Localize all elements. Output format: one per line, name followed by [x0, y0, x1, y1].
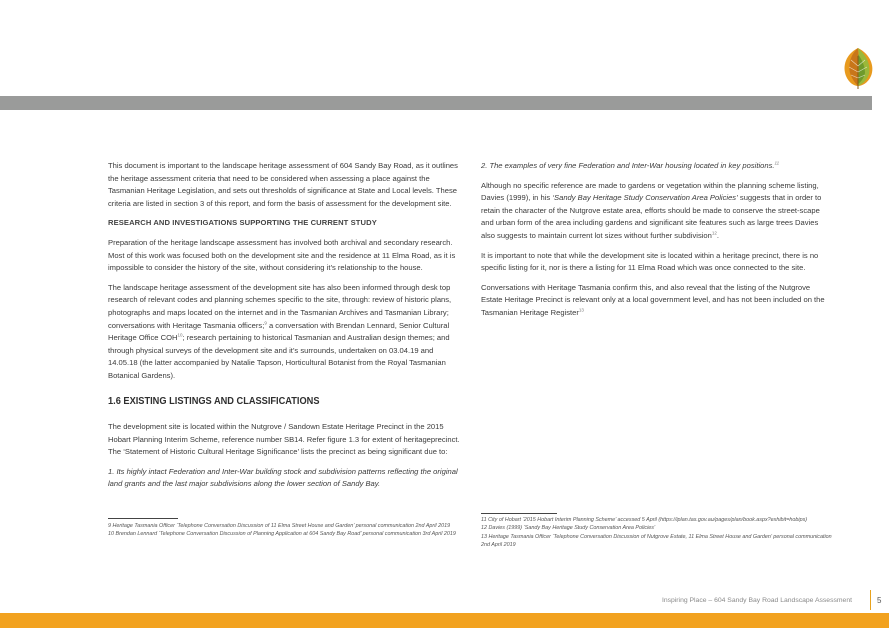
conversations-paragraph-text: Conversations with Heritage Tasmania confirm this, and also reveal that the listing of the Nutgrove Estate Heritage Precinct is relevant only at a local government level, and has not been included on the Tasmanian Heritage Register — [481, 282, 825, 317]
listing-note-paragraph: It is important to note that while the development site is located within a heritage precinct, there is no specific listing for it, nor is there a listing for 11 Elma Road which was once connected to the site. — [481, 250, 819, 273]
footnote-12: 12 Davies (1999) ‘Sandy Bay Heritage Study Conservation Area Policies’ — [481, 525, 656, 532]
research-paragraph-1: Preparation of the heritage landscape assessment has involved both archival and secondary research. Most of this work was focused both on the development site and the residence at 11 Elma Road, as it is impossible to consider the history of the site, without considering it’s relationship to the house. — [108, 237, 456, 273]
research-heading: RESEARCH AND INVESTIGATIONS SUPPORTING THE CURRENT STUDY — [108, 218, 377, 228]
header-band — [0, 96, 872, 110]
footnotes-left — [108, 522, 464, 539]
conversations-paragraph — [481, 282, 833, 320]
footer-band — [0, 613, 889, 628]
footnote-9: 9 Heritage Tasmania Officer ‘Telephone Conversation Discussion of 11 Elma Street House and Garden’ personal communication 2nd April 2019 — [108, 523, 451, 529]
footer-divider — [870, 590, 871, 610]
footnote-ref-12[interactable]: 12 — [711, 230, 717, 236]
footnote-13: 13 Heritage Tasmania Officer ‘Telephone Conversation Discussion of Nutgrove Estate, 11 Elma Street House and Garden’ personal communication 2nd April 2019 — [481, 533, 832, 548]
listing-item-2 — [481, 160, 833, 173]
footnote-10: 10 Brendan Lennard ‘Telephone Conversation Discussion of Planning Application at 604 Sandy Bay Road’ personal communication 3rd April 2019 — [108, 531, 456, 538]
footnotes-right — [481, 516, 837, 549]
listing-item-2-text: 2. The examples of very fine Federation and Inter-War housing located in key positions. — [481, 161, 775, 170]
footnote-rule-right — [481, 513, 557, 514]
gardens-paragraph-end: . — [716, 230, 720, 240]
section-title: 1.6 EXISTING LISTINGS AND CLASSIFICATIONS — [108, 394, 320, 407]
gardens-paragraph-part-a: Although no specific reference are made to gardens or vegetation within the planning scheme listing, Davies (1999), in his — [481, 180, 819, 203]
research-paragraph-2 — [108, 282, 462, 383]
footnote-ref-13[interactable]: 13 — [578, 307, 584, 313]
research-paragraph-2-part-c: ; research pertaining to historical Tasmanian and Australian design themes; and through physical surveys of the development site and it’s surrounds, undertaken on 03.04.19 and 14.05.18 (the latter accompanied by Natalie Tapson, Horticultural Botanist from the Royal Tasmanian Botanical Gardens). — [108, 333, 450, 380]
research-paragraph-2-part-b: a conversation with Brendan Lennard, Senior Cultural Heritage Office COH — [108, 320, 450, 343]
page-number: 5 — [877, 596, 882, 605]
gardens-paragraph — [481, 180, 833, 243]
research-paragraph-2-part-a: The landscape heritage assessment of the development site has also been informed through desk top research of relevant codes and planning schemes specific to the site, through: review of historic plans, photographs and maps located on the internet and in the Tasmanian Archives and Tasmanian Library; conversations with Heritage Tasmania officers; — [108, 282, 452, 330]
left-column — [108, 160, 462, 498]
leaf-logo-icon — [840, 46, 876, 90]
footer-caption: Inspiring Place – 604 Sandy Bay Road Landscape Assessment — [661, 597, 852, 604]
gardens-paragraph-title: ‘Sandy Bay Heritage Study Conservation Area Policies’ — [552, 193, 738, 203]
right-column — [481, 160, 833, 327]
footnote-ref-9[interactable]: 9 — [264, 320, 267, 325]
footnote-ref-10[interactable]: 10 — [177, 332, 183, 338]
intro-paragraph: This document is important to the landscape heritage assessment of 604 Sandy Bay Road, as it outlines the heritage assessment criteria that need to be considered when assessing a place against the Tasmanian Heritage Legislation, and sets out thresholds of significance at State and Local levels. These criteria are listed in section 3 of this report, and form the basis of assessment for the development site. — [108, 161, 458, 208]
footnote-ref-11[interactable]: 11 — [774, 160, 780, 166]
footnote-rule-left — [108, 518, 178, 519]
footnote-11: 11 City of Hobart ‘2015 Hobart Interim Planning Scheme’ accessed 5 April (https://iplan.tas.gov.au/pages/plan/book.aspx?exhibit=hobips) — [481, 517, 808, 523]
listing-item-1: 1. Its highly intact Federation and Inter-War building stock and subdivision patterns reflecting the original land grants and the last major subdivisions along the lower section of Sandy Bay. — [108, 466, 458, 489]
gardens-paragraph-part-b: suggests that in order to retain the character of the Nutgrove estate area, efforts should be made to conserve the street-scape and urban form of the area including gardens and significant site features such as large trees Davies also suggests to maintain current lot sizes without further subdivision — [481, 193, 822, 240]
listing-paragraph: The development site is located within the Nutgrove / Sandown Estate Heritage Precinct in the 2015 Hobart Planning Interim Scheme, reference number SB14. Refer figure 1.3 for extent of heritageprecinct. The ‘Statement of Historic Cultural Heritage Significance’ lists the precinct as being significant due to: — [108, 422, 460, 457]
